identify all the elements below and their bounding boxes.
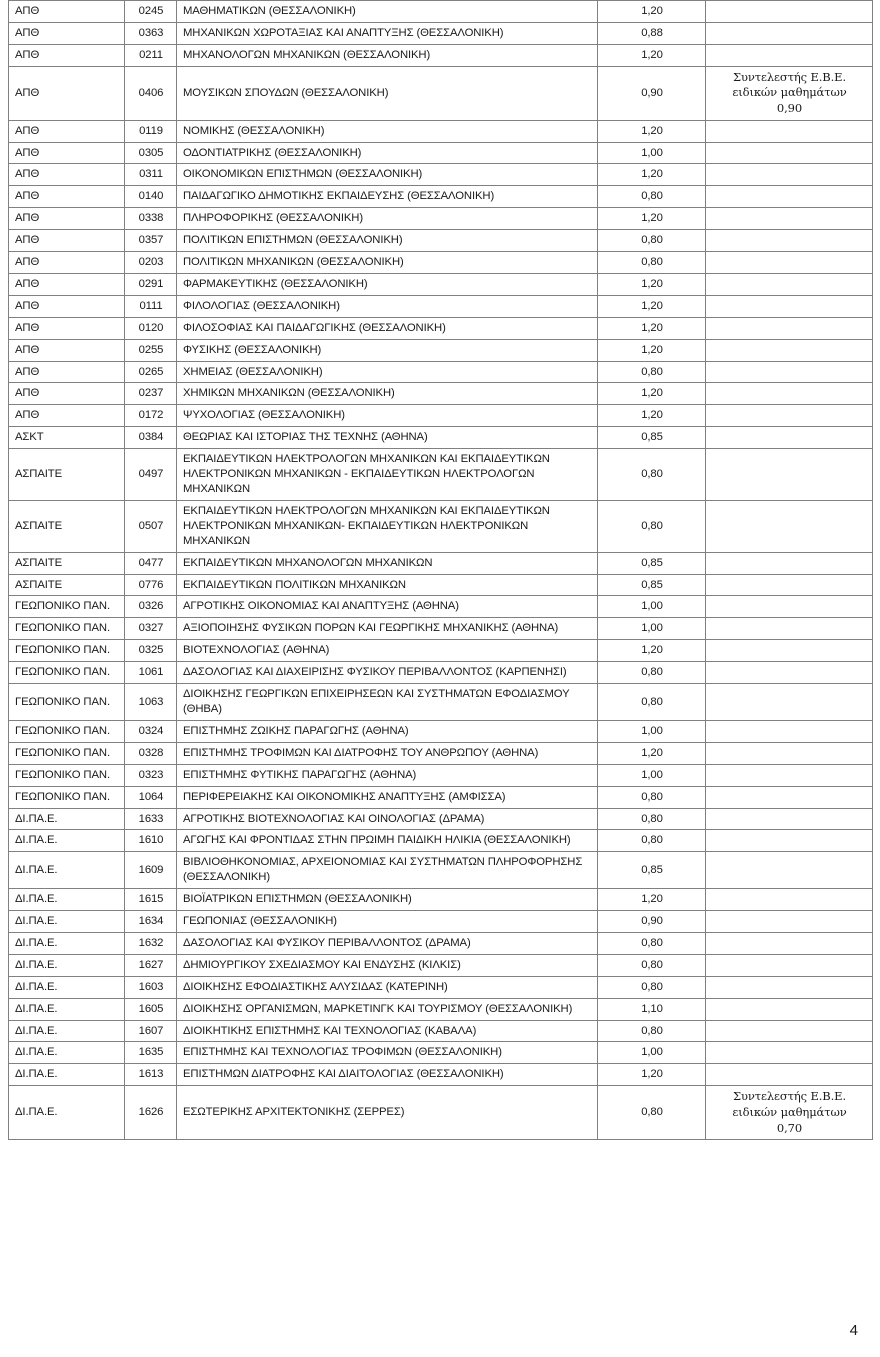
cell-coefficient: 0,80 [598, 830, 706, 852]
table-row [9, 618, 873, 640]
cell-institution: ΔΙ.ΠΑ.Ε. [9, 830, 125, 852]
cell-institution: ΑΠΘ [9, 273, 125, 295]
table-row [9, 889, 873, 911]
table-row [9, 1042, 873, 1064]
table-row [9, 295, 873, 317]
cell-code: 1609 [125, 852, 177, 889]
cell-code: 0245 [125, 1, 177, 23]
table-row [9, 500, 873, 552]
cell-note [706, 852, 873, 889]
cell-department-name: ΕΚΠΑΙΔΕΥΤΙΚΩΝ ΜΗΧΑΝΟΛΟΓΩΝ ΜΗΧΑΝΙΚΩΝ [177, 552, 598, 574]
table-row [9, 552, 873, 574]
note-label-line1: Συντελεστής Ε.Β.Ε. [732, 1089, 846, 1104]
cell-institution: ΑΠΘ [9, 405, 125, 427]
table-row [9, 405, 873, 427]
cell-note [706, 808, 873, 830]
table-row [9, 662, 873, 684]
cell-department-name: ΟΙΚΟΝΟΜΙΚΩΝ ΕΠΙΣΤΗΜΩΝ (ΘΕΣΣΑΛΟΝΙΚΗ) [177, 164, 598, 186]
cell-code: 0265 [125, 361, 177, 383]
cell-coefficient: 0,85 [598, 852, 706, 889]
table-row [9, 684, 873, 721]
cell-code: 0497 [125, 449, 177, 501]
cell-code: 0338 [125, 208, 177, 230]
cell-code: 0111 [125, 295, 177, 317]
cell-institution: ΓΕΩΠΟΝΙΚΟ ΠΑΝ. [9, 720, 125, 742]
table-row [9, 273, 873, 295]
cell-institution: ΓΕΩΠΟΝΙΚΟ ΠΑΝ. [9, 684, 125, 721]
cell-department-name: ΑΓΡΟΤΙΚΗΣ ΟΙΚΟΝΟΜΙΑΣ ΚΑΙ ΑΝΑΠΤΥΞΗΣ (ΑΘΗΝΑ) [177, 596, 598, 618]
cell-institution: ΔΙ.ΠΑ.Ε. [9, 1064, 125, 1086]
table-row [9, 786, 873, 808]
cell-coefficient: 1,20 [598, 317, 706, 339]
cell-institution: ΑΠΘ [9, 230, 125, 252]
cell-note [706, 500, 873, 552]
cell-coefficient: 1,20 [598, 405, 706, 427]
cell-institution: ΑΠΘ [9, 317, 125, 339]
cell-note [706, 142, 873, 164]
cell-code: 0477 [125, 552, 177, 574]
cell-department-name: ΕΠΙΣΤΗΜΩΝ ΔΙΑΤΡΟΦΗΣ ΚΑΙ ΔΙΑΙΤΟΛΟΓΙΑΣ (ΘΕΣΣΑΛΟΝΙΚΗ) [177, 1064, 598, 1086]
cell-code: 0291 [125, 273, 177, 295]
cell-note [706, 742, 873, 764]
cell-note [706, 954, 873, 976]
cell-department-name: ΕΚΠΑΙΔΕΥΤΙΚΩΝ ΠΟΛΙΤΙΚΩΝ ΜΗΧΑΝΙΚΩΝ [177, 574, 598, 596]
cell-note [706, 830, 873, 852]
cell-code: 0325 [125, 640, 177, 662]
cell-institution: ΑΠΘ [9, 383, 125, 405]
cell-institution: ΔΙ.ΠΑ.Ε. [9, 1042, 125, 1064]
cell-coefficient: 0,80 [598, 361, 706, 383]
cell-coefficient: 0,85 [598, 427, 706, 449]
table-row [9, 208, 873, 230]
cell-coefficient: 0,80 [598, 684, 706, 721]
table-row [9, 22, 873, 44]
cell-institution: ΔΙ.ΠΑ.Ε. [9, 852, 125, 889]
table-row [9, 1064, 873, 1086]
cell-note [706, 449, 873, 501]
cell-department-name: ΔΙΟΙΚΗΣΗΣ ΓΕΩΡΓΙΚΩΝ ΕΠΙΧΕΙΡΗΣΕΩΝ ΚΑΙ ΣΥΣΤΗΜΑΤΩΝ ΕΦΟΔΙΑΣΜΟΥ (ΘΗΒΑ) [177, 684, 598, 721]
cell-department-name: ΠΑΙΔΑΓΩΓΙΚΟ ΔΗΜΟΤΙΚΗΣ ΕΚΠΑΙΔΕΥΣΗΣ (ΘΕΣΣΑΛΟΝΙΚΗ) [177, 186, 598, 208]
cell-institution: ΔΙ.ΠΑ.Ε. [9, 1020, 125, 1042]
cell-department-name: ΕΠΙΣΤΗΜΗΣ ΤΡΟΦΙΜΩΝ ΚΑΙ ΔΙΑΤΡΟΦΗΣ ΤΟΥ ΑΝΘΡΩΠΟΥ (ΑΘΗΝΑ) [177, 742, 598, 764]
cell-institution: ΑΠΘ [9, 120, 125, 142]
cell-coefficient: 0,80 [598, 954, 706, 976]
cell-department-name: ΕΚΠΑΙΔΕΥΤΙΚΩΝ ΗΛΕΚΤΡΟΛΟΓΩΝ ΜΗΧΑΝΙΚΩΝ ΚΑΙ ΕΚΠΑΙΔΕΥΤΙΚΩΝ ΗΛΕΚΤΡΟΝΙΚΩΝ ΜΗΧΑΝΙΚΩΝ- ΕΚΠΑΙΔΕΥΤΙΚΩΝ ΗΛΕΚΤΡΟΝΙΚΩΝ ΜΗΧΑΝΙΚΩΝ [177, 500, 598, 552]
cell-department-name: ΔΑΣΟΛΟΓΙΑΣ ΚΑΙ ΔΙΑΧΕΙΡΙΣΗΣ ΦΥΣΙΚΟΥ ΠΕΡΙΒΑΛΛΟΝΤΟΣ (ΚΑΡΠΕΝΗΣΙ) [177, 662, 598, 684]
table-row [9, 142, 873, 164]
table-row [9, 186, 873, 208]
table-row [9, 998, 873, 1020]
cell-institution: ΓΕΩΠΟΝΙΚΟ ΠΑΝ. [9, 640, 125, 662]
table-body [9, 1, 873, 1140]
cell-note [706, 596, 873, 618]
table-row [9, 230, 873, 252]
cell-coefficient: 0,80 [598, 932, 706, 954]
cell-coefficient: 1,20 [598, 383, 706, 405]
cell-code: 0776 [125, 574, 177, 596]
cell-coefficient: 1,00 [598, 142, 706, 164]
cell-department-name: ΜΑΘΗΜΑΤΙΚΩΝ (ΘΕΣΣΑΛΟΝΙΚΗ) [177, 1, 598, 23]
cell-institution: ΑΠΘ [9, 22, 125, 44]
cell-code: 0406 [125, 66, 177, 120]
cell-department-name: ΔΙΟΙΚΗΣΗΣ ΕΦΟΔΙΑΣΤΙΚΗΣ ΑΛΥΣΙΔΑΣ (ΚΑΤΕΡΙΝΗ) [177, 976, 598, 998]
table-row [9, 66, 873, 120]
cell-department-name: ΠΕΡΙΦΕΡΕΙΑΚΗΣ ΚΑΙ ΟΙΚΟΝΟΜΙΚΗΣ ΑΝΑΠΤΥΞΗΣ (ΑΜΦΙΣΣΑ) [177, 786, 598, 808]
cell-code: 1603 [125, 976, 177, 998]
cell-code: 0311 [125, 164, 177, 186]
cell-code: 1605 [125, 998, 177, 1020]
cell-department-name: ΕΚΠΑΙΔΕΥΤΙΚΩΝ ΗΛΕΚΤΡΟΛΟΓΩΝ ΜΗΧΑΝΙΚΩΝ ΚΑΙ ΕΚΠΑΙΔΕΥΤΙΚΩΝ ΗΛΕΚΤΡΟΝΙΚΩΝ ΜΗΧΑΝΙΚΩΝ - ΕΚΠΑΙΔΕΥΤΙΚΩΝ ΗΛΕΚΤΡΟΛΟΓΩΝ ΜΗΧΑΝΙΚΩΝ [177, 449, 598, 501]
cell-institution: ΔΙ.ΠΑ.Ε. [9, 976, 125, 998]
cell-note [706, 120, 873, 142]
table-row [9, 449, 873, 501]
cell-note [706, 405, 873, 427]
cell-note [706, 1064, 873, 1086]
cell-code: 1064 [125, 786, 177, 808]
cell-institution: ΔΙ.ΠΑ.Ε. [9, 998, 125, 1020]
cell-note [706, 22, 873, 44]
cell-institution: ΔΙ.ΠΑ.Ε. [9, 954, 125, 976]
cell-department-name: ΒΙΟΤΕΧΝΟΛΟΓΙΑΣ (ΑΘΗΝΑ) [177, 640, 598, 662]
cell-coefficient: 1,20 [598, 1064, 706, 1086]
cell-institution: ΑΠΘ [9, 44, 125, 66]
cell-department-name: ΜΟΥΣΙΚΩΝ ΣΠΟΥΔΩΝ (ΘΕΣΣΑΛΟΝΙΚΗ) [177, 66, 598, 120]
cell-coefficient: 0,90 [598, 66, 706, 120]
cell-note [706, 684, 873, 721]
cell-coefficient: 1,20 [598, 208, 706, 230]
cell-institution: ΑΠΘ [9, 295, 125, 317]
cell-institution: ΔΙ.ΠΑ.Ε. [9, 889, 125, 911]
cell-code: 0119 [125, 120, 177, 142]
cell-department-name: ΦΙΛΟΛΟΓΙΑΣ (ΘΕΣΣΑΛΟΝΙΚΗ) [177, 295, 598, 317]
cell-note [706, 764, 873, 786]
cell-coefficient: 1,20 [598, 889, 706, 911]
table-row [9, 830, 873, 852]
cell-code: 1607 [125, 1020, 177, 1042]
cell-coefficient: 0,80 [598, 230, 706, 252]
cell-institution: ΑΠΘ [9, 361, 125, 383]
note-label-line2: ειδικών μαθημάτων [732, 85, 847, 100]
cell-department-name: ΜΗΧΑΝΟΛΟΓΩΝ ΜΗΧΑΝΙΚΩΝ (ΘΕΣΣΑΛΟΝΙΚΗ) [177, 44, 598, 66]
cell-note [706, 574, 873, 596]
cell-coefficient: 0,85 [598, 574, 706, 596]
cell-institution: ΓΕΩΠΟΝΙΚΟ ΠΑΝ. [9, 764, 125, 786]
cell-coefficient: 0,80 [598, 786, 706, 808]
cell-note [706, 66, 873, 120]
cell-coefficient: 1,00 [598, 720, 706, 742]
cell-department-name: ΝΟΜΙΚΗΣ (ΘΕΣΣΑΛΟΝΙΚΗ) [177, 120, 598, 142]
cell-institution: ΑΠΘ [9, 339, 125, 361]
cell-note [706, 720, 873, 742]
table-row [9, 954, 873, 976]
cell-code: 0324 [125, 720, 177, 742]
table-row [9, 764, 873, 786]
cell-department-name: ΜΗΧΑΝΙΚΩΝ ΧΩΡΟΤΑΞΙΑΣ ΚΑΙ ΑΝΑΠΤΥΞΗΣ (ΘΕΣΣΑΛΟΝΙΚΗ) [177, 22, 598, 44]
cell-department-name: ΕΣΩΤΕΡΙΚΗΣ ΑΡΧΙΤΕΚΤΟΝΙΚΗΣ (ΣΕΡΡΕΣ) [177, 1086, 598, 1140]
cell-institution: ΑΣΠΑΙΤΕ [9, 500, 125, 552]
note-value: 0,70 [776, 1120, 803, 1135]
cell-department-name: ΑΓΩΓΗΣ ΚΑΙ ΦΡΟΝΤΙΔΑΣ ΣΤΗΝ ΠΡΩΙΜΗ ΠΑΙΔΙΚΗ ΗΛΙΚΙΑ (ΘΕΣΣΑΛΟΝΙΚΗ) [177, 830, 598, 852]
cell-institution: ΑΣΠΑΙΤΕ [9, 552, 125, 574]
cell-code: 0203 [125, 252, 177, 274]
cell-code: 1634 [125, 911, 177, 933]
cell-department-name: ΧΗΜΕΙΑΣ (ΘΕΣΣΑΛΟΝΙΚΗ) [177, 361, 598, 383]
cell-code: 1632 [125, 932, 177, 954]
cell-note [706, 186, 873, 208]
cell-coefficient: 0,80 [598, 449, 706, 501]
cell-department-name: ΠΟΛΙΤΙΚΩΝ ΜΗΧΑΝΙΚΩΝ (ΘΕΣΣΑΛΟΝΙΚΗ) [177, 252, 598, 274]
cell-coefficient: 0,90 [598, 911, 706, 933]
cell-department-name: ΠΟΛΙΤΙΚΩΝ ΕΠΙΣΤΗΜΩΝ (ΘΕΣΣΑΛΟΝΙΚΗ) [177, 230, 598, 252]
cell-institution: ΑΣΠΑΙΤΕ [9, 574, 125, 596]
cell-code: 0237 [125, 383, 177, 405]
cell-coefficient: 1,00 [598, 764, 706, 786]
cell-note [706, 911, 873, 933]
cell-note [706, 1020, 873, 1042]
table-row [9, 720, 873, 742]
cell-code: 0120 [125, 317, 177, 339]
cell-note [706, 427, 873, 449]
table-row [9, 339, 873, 361]
cell-coefficient: 1,00 [598, 1042, 706, 1064]
cell-institution: ΓΕΩΠΟΝΙΚΟ ΠΑΝ. [9, 618, 125, 640]
cell-code: 0323 [125, 764, 177, 786]
cell-institution: ΓΕΩΠΟΝΙΚΟ ΠΑΝ. [9, 596, 125, 618]
cell-note [706, 976, 873, 998]
cell-note [706, 618, 873, 640]
cell-department-name: ΨΥΧΟΛΟΓΙΑΣ (ΘΕΣΣΑΛΟΝΙΚΗ) [177, 405, 598, 427]
table-row [9, 742, 873, 764]
cell-code: 1610 [125, 830, 177, 852]
table-row [9, 383, 873, 405]
cell-department-name: ΦΙΛΟΣΟΦΙΑΣ ΚΑΙ ΠΑΙΔΑΓΩΓΙΚΗΣ (ΘΕΣΣΑΛΟΝΙΚΗ) [177, 317, 598, 339]
cell-note [706, 640, 873, 662]
cell-institution: ΔΙ.ΠΑ.Ε. [9, 911, 125, 933]
cell-department-name: ΕΠΙΣΤΗΜΗΣ ΖΩΙΚΗΣ ΠΑΡΑΓΩΓΗΣ (ΑΘΗΝΑ) [177, 720, 598, 742]
table-row [9, 317, 873, 339]
cell-note [706, 889, 873, 911]
cell-code: 0305 [125, 142, 177, 164]
cell-institution: ΓΕΩΠΟΝΙΚΟ ΠΑΝ. [9, 662, 125, 684]
cell-institution: ΑΠΘ [9, 252, 125, 274]
cell-coefficient: 0,80 [598, 1020, 706, 1042]
cell-institution: ΑΠΘ [9, 186, 125, 208]
table-row [9, 911, 873, 933]
cell-note [706, 273, 873, 295]
cell-coefficient: 1,20 [598, 44, 706, 66]
cell-code: 0384 [125, 427, 177, 449]
cell-note [706, 998, 873, 1020]
cell-institution: ΑΠΘ [9, 1, 125, 23]
cell-code: 0507 [125, 500, 177, 552]
cell-coefficient: 1,20 [598, 640, 706, 662]
cell-note [706, 932, 873, 954]
cell-department-name: ΟΔΟΝΤΙΑΤΡΙΚΗΣ (ΘΕΣΣΑΛΟΝΙΚΗ) [177, 142, 598, 164]
cell-coefficient: 0,80 [598, 808, 706, 830]
cell-coefficient: 0,80 [598, 1086, 706, 1140]
table-row [9, 640, 873, 662]
cell-department-name: ΑΓΡΟΤΙΚΗΣ ΒΙΟΤΕΧΝΟΛΟΓΙΑΣ ΚΑΙ ΟΙΝΟΛΟΓΙΑΣ (ΔΡΑΜΑ) [177, 808, 598, 830]
cell-note [706, 662, 873, 684]
cell-code: 1635 [125, 1042, 177, 1064]
cell-institution: ΓΕΩΠΟΝΙΚΟ ΠΑΝ. [9, 742, 125, 764]
cell-code: 0255 [125, 339, 177, 361]
cell-department-name: ΒΙΒΛΙΟΘΗΚΟΝΟΜΙΑΣ, ΑΡΧΕΙΟΝΟΜΙΑΣ ΚΑΙ ΣΥΣΤΗΜΑΤΩΝ ΠΛΗΡΟΦΟΡΗΣΗΣ (ΘΕΣΣΑΛΟΝΙΚΗ) [177, 852, 598, 889]
cell-coefficient: 0,80 [598, 976, 706, 998]
cell-note [706, 1086, 873, 1140]
cell-department-name: ΠΛΗΡΟΦΟΡΙΚΗΣ (ΘΕΣΣΑΛΟΝΙΚΗ) [177, 208, 598, 230]
cell-coefficient: 0,85 [598, 552, 706, 574]
cell-department-name: ΔΗΜΙΟΥΡΓΙΚΟΥ ΣΧΕΔΙΑΣΜΟΥ ΚΑΙ ΕΝΔΥΣΗΣ (ΚΙΛΚΙΣ) [177, 954, 598, 976]
cell-note [706, 317, 873, 339]
cell-institution: ΔΙ.ΠΑ.Ε. [9, 1086, 125, 1140]
table-row [9, 361, 873, 383]
table-row [9, 976, 873, 998]
cell-coefficient: 0,80 [598, 500, 706, 552]
cell-institution: ΔΙ.ΠΑ.Ε. [9, 932, 125, 954]
cell-note [706, 208, 873, 230]
cell-department-name: ΓΕΩΠΟΝΙΑΣ (ΘΕΣΣΑΛΟΝΙΚΗ) [177, 911, 598, 933]
cell-department-name: ΑΞΙΟΠΟΙΗΣΗΣ ΦΥΣΙΚΩΝ ΠΟΡΩΝ ΚΑΙ ΓΕΩΡΓΙΚΗΣ ΜΗΧΑΝΙΚΗΣ (ΑΘΗΝΑ) [177, 618, 598, 640]
table-row [9, 932, 873, 954]
cell-code: 1061 [125, 662, 177, 684]
cell-department-name: ΔΑΣΟΛΟΓΙΑΣ ΚΑΙ ΦΥΣΙΚΟΥ ΠΕΡΙΒΑΛΛΟΝΤΟΣ (ΔΡΑΜΑ) [177, 932, 598, 954]
table-row [9, 1086, 873, 1140]
cell-coefficient: 1,20 [598, 120, 706, 142]
cell-code: 1627 [125, 954, 177, 976]
cell-department-name: ΔΙΟΙΚΗΤΙΚΗΣ ΕΠΙΣΤΗΜΗΣ ΚΑΙ ΤΕΧΝΟΛΟΓΙΑΣ (ΚΑΒΑΛΑ) [177, 1020, 598, 1042]
cell-department-name: ΦΑΡΜΑΚΕΥΤΙΚΗΣ (ΘΕΣΣΑΛΟΝΙΚΗ) [177, 273, 598, 295]
cell-code: 0326 [125, 596, 177, 618]
cell-note [706, 252, 873, 274]
cell-coefficient: 1,20 [598, 742, 706, 764]
cell-institution: ΑΣΚΤ [9, 427, 125, 449]
cell-note [706, 1, 873, 23]
cell-note [706, 383, 873, 405]
cell-institution: ΑΣΠΑΙΤΕ [9, 449, 125, 501]
cell-note [706, 361, 873, 383]
cell-code: 1613 [125, 1064, 177, 1086]
page-number: 4 [849, 1322, 858, 1339]
cell-department-name: ΔΙΟΙΚΗΣΗΣ ΟΡΓΑΝΙΣΜΩΝ, ΜΑΡΚΕΤΙΝΓΚ ΚΑΙ ΤΟΥΡΙΣΜΟΥ (ΘΕΣΣΑΛΟΝΙΚΗ) [177, 998, 598, 1020]
cell-note [706, 786, 873, 808]
cell-coefficient: 0,80 [598, 662, 706, 684]
cell-note [706, 295, 873, 317]
note-value: 0,90 [776, 100, 803, 115]
table-row [9, 596, 873, 618]
table-row [9, 1020, 873, 1042]
cell-coefficient: 1,10 [598, 998, 706, 1020]
cell-institution: ΑΠΘ [9, 66, 125, 120]
cell-institution: ΑΠΘ [9, 164, 125, 186]
cell-code: 0327 [125, 618, 177, 640]
table-row [9, 808, 873, 830]
cell-code: 0211 [125, 44, 177, 66]
cell-note [706, 164, 873, 186]
cell-department-name: ΒΙΟΪΑΤΡΙΚΩΝ ΕΠΙΣΤΗΜΩΝ (ΘΕΣΣΑΛΟΝΙΚΗ) [177, 889, 598, 911]
cell-code: 1063 [125, 684, 177, 721]
cell-code: 0363 [125, 22, 177, 44]
table-row [9, 164, 873, 186]
cell-coefficient: 1,20 [598, 164, 706, 186]
table-row [9, 852, 873, 889]
cell-note [706, 1042, 873, 1064]
cell-code: 0140 [125, 186, 177, 208]
cell-note [706, 44, 873, 66]
cell-department-name: ΧΗΜΙΚΩΝ ΜΗΧΑΝΙΚΩΝ (ΘΕΣΣΑΛΟΝΙΚΗ) [177, 383, 598, 405]
note-label-line1: Συντελεστής Ε.Β.Ε. [732, 69, 846, 84]
cell-code: 1626 [125, 1086, 177, 1140]
cell-coefficient: 0,80 [598, 252, 706, 274]
cell-department-name: ΕΠΙΣΤΗΜΗΣ ΦΥΤΙΚΗΣ ΠΑΡΑΓΩΓΗΣ (ΑΘΗΝΑ) [177, 764, 598, 786]
cell-coefficient: 1,00 [598, 596, 706, 618]
cell-code: 1633 [125, 808, 177, 830]
cell-note [706, 339, 873, 361]
cell-department-name: ΕΠΙΣΤΗΜΗΣ ΚΑΙ ΤΕΧΝΟΛΟΓΙΑΣ ΤΡΟΦΙΜΩΝ (ΘΕΣΣΑΛΟΝΙΚΗ) [177, 1042, 598, 1064]
cell-code: 1615 [125, 889, 177, 911]
table-row [9, 44, 873, 66]
cell-note [706, 552, 873, 574]
departments-table [8, 0, 873, 1140]
table-row [9, 252, 873, 274]
cell-coefficient: 1,00 [598, 618, 706, 640]
cell-coefficient: 1,20 [598, 339, 706, 361]
cell-department-name: ΘΕΩΡΙΑΣ ΚΑΙ ΙΣΤΟΡΙΑΣ ΤΗΣ ΤΕΧΝΗΣ (ΑΘΗΝΑ) [177, 427, 598, 449]
table-row [9, 574, 873, 596]
cell-coefficient: 1,20 [598, 273, 706, 295]
cell-institution: ΑΠΘ [9, 208, 125, 230]
cell-department-name: ΦΥΣΙΚΗΣ (ΘΕΣΣΑΛΟΝΙΚΗ) [177, 339, 598, 361]
cell-note [706, 230, 873, 252]
cell-coefficient: 0,80 [598, 186, 706, 208]
cell-coefficient: 1,20 [598, 1, 706, 23]
cell-coefficient: 1,20 [598, 295, 706, 317]
cell-institution: ΓΕΩΠΟΝΙΚΟ ΠΑΝ. [9, 786, 125, 808]
cell-coefficient: 0,88 [598, 22, 706, 44]
table-row [9, 427, 873, 449]
table-row [9, 120, 873, 142]
cell-code: 0357 [125, 230, 177, 252]
note-label-line2: ειδικών μαθημάτων [732, 1104, 847, 1119]
cell-code: 0328 [125, 742, 177, 764]
table-row [9, 1, 873, 23]
cell-code: 0172 [125, 405, 177, 427]
cell-institution: ΔΙ.ΠΑ.Ε. [9, 808, 125, 830]
cell-institution: ΑΠΘ [9, 142, 125, 164]
